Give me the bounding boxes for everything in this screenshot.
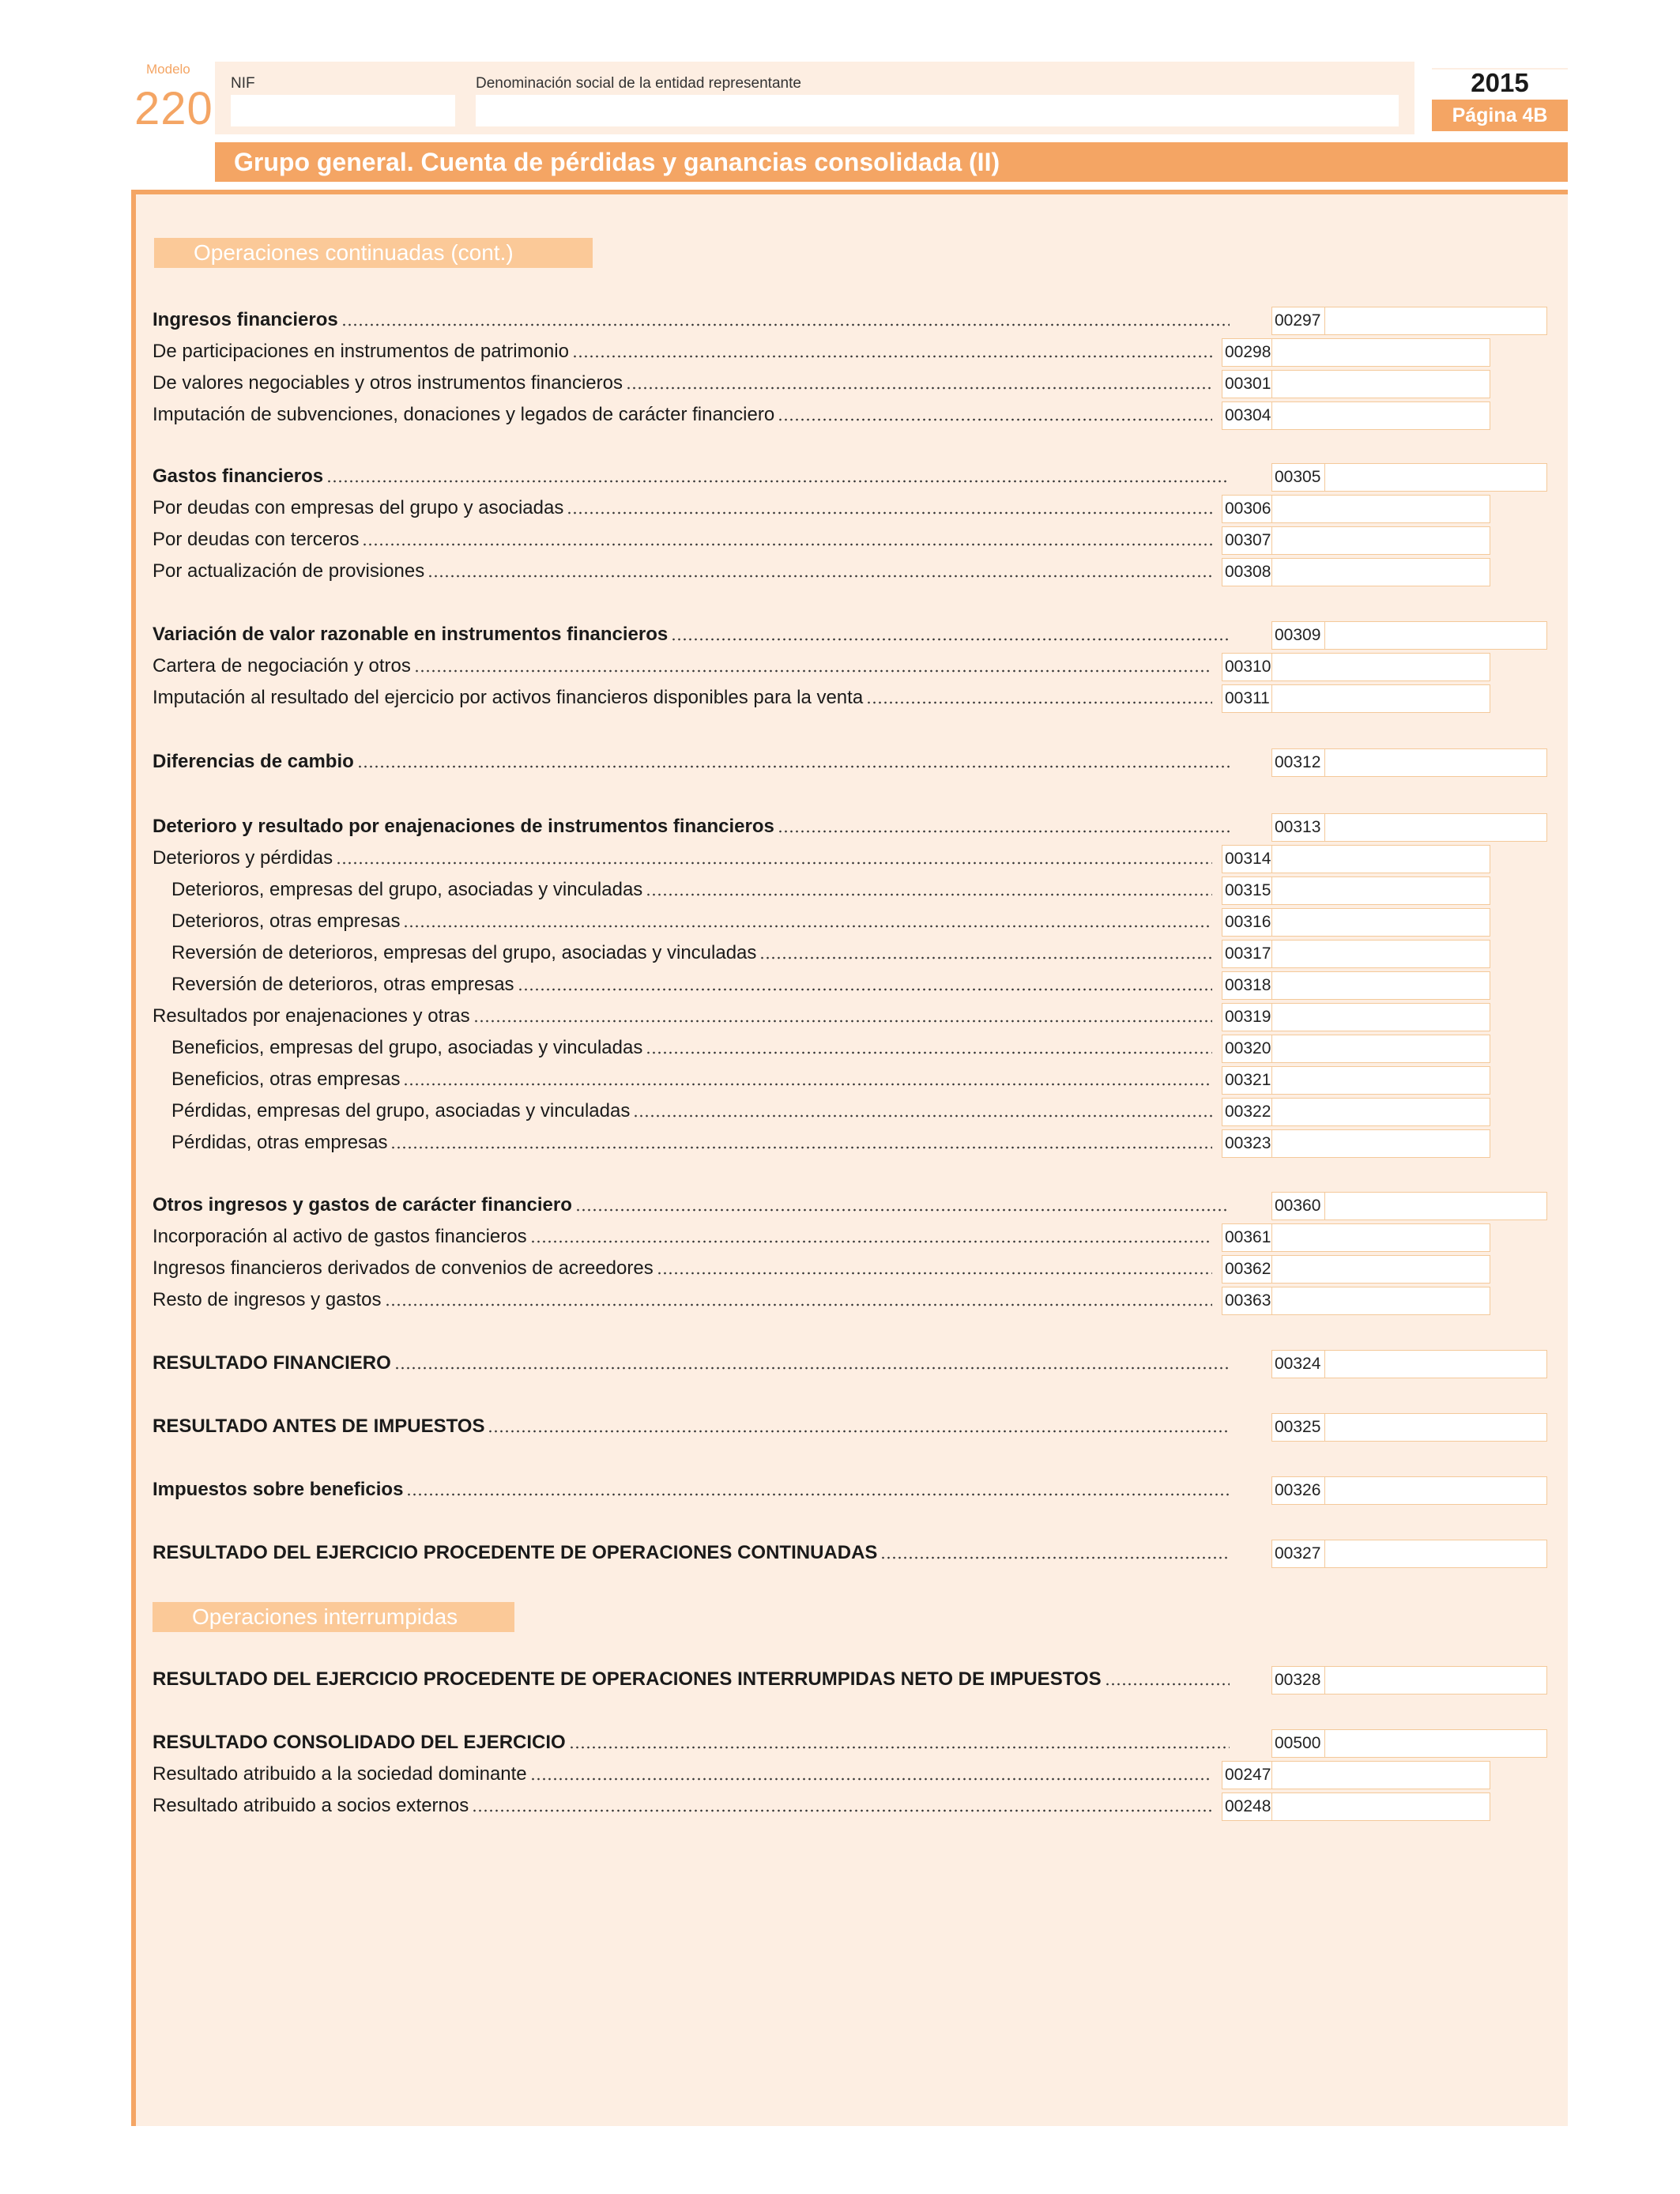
box-code-00310: 00310 [1222, 653, 1272, 681]
leader-dots [572, 355, 1212, 358]
leader-dots [657, 1272, 1212, 1275]
row-label-00325: RESULTADO ANTES DE IMPUESTOS [153, 1416, 485, 1437]
page-title: Grupo general. Cuenta de pérdidas y ganancias consolidada (II) [215, 142, 1568, 182]
leader-dots [646, 1051, 1212, 1054]
box-code-00361: 00361 [1222, 1223, 1272, 1252]
row-label-00321: Beneficios, otras empresas [171, 1069, 401, 1090]
box-code-00309: 00309 [1271, 621, 1325, 650]
row-label-00314: Deterioros y pérdidas [153, 847, 333, 869]
row-label-00313: Deterioro y resultado por enajenaciones de instrumentos financieros [153, 816, 774, 837]
leader-dots [362, 543, 1212, 546]
box-code-00312: 00312 [1271, 748, 1325, 777]
row-label-00328: RESULTADO DEL EJERCICIO PROCEDENTE DE OPERACIONES INTERRUMPIDAS NETO DE IMPUESTOS [153, 1668, 1102, 1690]
leader-dots [357, 765, 1230, 768]
row-label-00326: Impuestos sobre beneficios [153, 1479, 404, 1500]
row-label-00306: Por deudas con empresas del grupo y asociadas [153, 497, 564, 518]
row-label-00360: Otros ingresos y gastos de carácter financiero [153, 1194, 572, 1216]
row-label-00319: Resultados por enajenaciones y otras [153, 1005, 470, 1027]
row-label-00322: Pérdidas, empresas del grupo, asociadas y vinculadas [171, 1100, 631, 1122]
row-label-00307: Por deudas con terceros [153, 529, 360, 550]
modelo-number: 220 [134, 83, 213, 134]
modelo-label: Modelo [146, 62, 190, 77]
box-code-00323: 00323 [1222, 1129, 1272, 1158]
row-label-00247: Resultado atribuido a la sociedad dominante [153, 1763, 527, 1785]
leader-dots [385, 1303, 1213, 1306]
row-label-00298: De participaciones en instrumentos de patrimonio [153, 341, 569, 362]
leader-dots [530, 1777, 1212, 1781]
leader-dots [633, 1114, 1212, 1118]
row-label-00305: Gastos financieros [153, 466, 324, 487]
leader-dots [866, 701, 1212, 704]
box-code-00324: 00324 [1271, 1350, 1325, 1378]
box-code-00328: 00328 [1271, 1666, 1325, 1695]
leader-dots [759, 956, 1212, 959]
leader-dots [575, 1208, 1230, 1212]
box-code-00297: 00297 [1271, 307, 1325, 335]
row-label-00323: Pérdidas, otras empresas [171, 1132, 388, 1153]
row-label-00327: RESULTADO DEL EJERCICIO PROCEDENTE DE OPERACIONES CONTINUADAS [153, 1542, 878, 1563]
leader-dots [326, 480, 1230, 483]
box-code-00360: 00360 [1271, 1192, 1325, 1220]
box-code-00316: 00316 [1222, 908, 1272, 937]
leader-dots [406, 1493, 1230, 1496]
row-label-00308: Por actualización de provisiones [153, 560, 425, 582]
box-code-00313: 00313 [1271, 813, 1325, 842]
leader-dots [518, 988, 1212, 991]
page-number: Página 4B [1432, 100, 1568, 131]
box-code-00326: 00326 [1271, 1476, 1325, 1505]
row-label-00312: Diferencias de cambio [153, 751, 354, 772]
leader-dots [1105, 1683, 1230, 1686]
row-label-00500: RESULTADO CONSOLIDADO DEL EJERCICIO [153, 1732, 566, 1753]
row-label-00310: Cartera de negociación y otros [153, 655, 411, 677]
box-code-00247: 00247 [1222, 1761, 1272, 1789]
year: 2015 [1432, 68, 1568, 96]
leader-dots [428, 575, 1212, 578]
leader-dots [530, 1240, 1212, 1243]
leader-dots [646, 893, 1212, 896]
box-code-00363: 00363 [1222, 1287, 1272, 1315]
box-code-00318: 00318 [1222, 971, 1272, 1000]
leader-dots [403, 925, 1212, 928]
nif-label: NIF [231, 75, 255, 92]
row-label-00317: Reversión de deterioros, empresas del grupo, asociadas y vinculadas [171, 942, 757, 963]
row-label-00315: Deterioros, empresas del grupo, asociadas y vinculadas [171, 879, 643, 900]
box-code-00306: 00306 [1222, 495, 1272, 523]
leader-dots [341, 323, 1230, 326]
leader-dots [778, 418, 1212, 421]
denominacion-label: Denominación social de la entidad representante [476, 75, 801, 92]
row-label-00311: Imputación al resultado del ejercicio por activos financieros disponibles para la venta [153, 687, 864, 708]
row-label-00297: Ingresos financieros [153, 309, 338, 330]
row-label-00309: Variación de valor razonable en instrumentos financieros [153, 624, 669, 645]
row-label-00320: Beneficios, empresas del grupo, asociadas y vinculadas [171, 1037, 643, 1058]
box-code-00362: 00362 [1222, 1255, 1272, 1284]
box-code-00301: 00301 [1222, 370, 1272, 398]
nif-field[interactable] [231, 95, 455, 126]
leader-dots [567, 511, 1212, 515]
leader-dots [778, 830, 1230, 833]
box-code-00325: 00325 [1271, 1413, 1325, 1442]
leader-dots [336, 861, 1212, 865]
section-interrumpidas: Operaciones interrumpidas [153, 1602, 514, 1632]
denominacion-field[interactable] [476, 95, 1399, 126]
leader-dots [488, 1430, 1230, 1433]
row-label-00248: Resultado atribuido a socios externos [153, 1795, 469, 1816]
leader-dots [473, 1020, 1212, 1023]
leader-dots [569, 1746, 1230, 1749]
leader-dots [414, 669, 1212, 673]
leader-dots [390, 1146, 1212, 1149]
box-code-00304: 00304 [1222, 401, 1272, 430]
row-label-00363: Resto de ingresos y gastos [153, 1289, 382, 1310]
box-code-00311: 00311 [1222, 684, 1272, 713]
box-code-00307: 00307 [1222, 526, 1272, 555]
leader-dots [403, 1083, 1212, 1086]
box-code-00298: 00298 [1222, 338, 1272, 367]
box-code-00308: 00308 [1222, 558, 1272, 586]
row-label-00316: Deterioros, otras empresas [171, 910, 401, 932]
box-code-00319: 00319 [1222, 1003, 1272, 1031]
leader-dots [880, 1556, 1230, 1559]
box-code-00327: 00327 [1271, 1540, 1325, 1568]
row-label-00304: Imputación de subvenciones, donaciones y legados de carácter financiero [153, 404, 775, 425]
row-label-00362: Ingresos financieros derivados de convenios de acreedores [153, 1257, 654, 1279]
row-label-00361: Incorporación al activo de gastos financieros [153, 1226, 527, 1247]
row-label-00301: De valores negociables y otros instrumentos financieros [153, 372, 623, 394]
leader-dots [626, 386, 1212, 390]
leader-dots [671, 638, 1230, 641]
box-code-00500: 00500 [1271, 1729, 1325, 1758]
section-continuadas: Operaciones continuadas (cont.) [154, 238, 593, 268]
leader-dots [394, 1367, 1230, 1370]
box-code-00321: 00321 [1222, 1066, 1272, 1095]
row-label-00324: RESULTADO FINANCIERO [153, 1352, 391, 1374]
box-code-00322: 00322 [1222, 1098, 1272, 1126]
box-code-00315: 00315 [1222, 876, 1272, 905]
row-label-00318: Reversión de deterioros, otras empresas [171, 974, 514, 995]
leader-dots [472, 1809, 1212, 1812]
box-code-00317: 00317 [1222, 940, 1272, 968]
box-code-00305: 00305 [1271, 463, 1325, 492]
box-code-00314: 00314 [1222, 845, 1272, 873]
box-code-00320: 00320 [1222, 1035, 1272, 1063]
box-code-00248: 00248 [1222, 1793, 1272, 1821]
